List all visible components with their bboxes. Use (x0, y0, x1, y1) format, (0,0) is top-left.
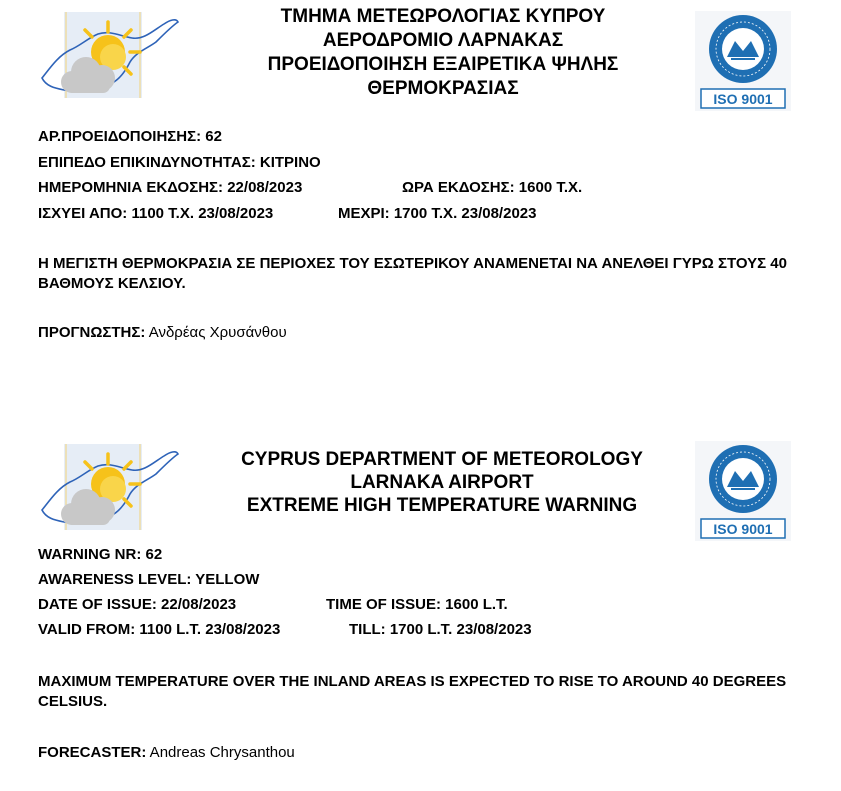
header-line-3: EXTREME HIGH TEMPERATURE WARNING (246, 495, 638, 516)
valid-from: VALID FROM: 1100 L.T. 23/08/2023 (38, 621, 281, 638)
header-line-4: ΘΕΡΜΟΚΡΑΣΙΑΣ (367, 78, 519, 99)
cyprus-sun-cloud-icon (36, 440, 181, 535)
iso-cert-label: ISO 9001 (713, 91, 773, 107)
validity-row (38, 204, 537, 230)
weather-logo (36, 8, 181, 108)
issue-row (38, 595, 508, 620)
iso-seal-icon (695, 11, 791, 111)
forecaster-name: Ανδρέας Χρυσάνθου (145, 324, 287, 341)
page-header (213, 5, 673, 101)
iso-seal-icon (695, 441, 791, 541)
header-line-2: ΑΕΡΟΔΡΟΜΙΟ ΛΑΡΝΑΚΑΣ (322, 30, 564, 51)
date-of-issue: ΗΜΕΡΟΜΗΝΙΑ ΕΚΔΟΣΗΣ: 22/08/2023 (38, 179, 303, 196)
awareness-level: AWARENESS LEVEL: YELLOW (38, 571, 260, 588)
forecaster-label: ΠΡΟΓΝΩΣΤΗΣ: (38, 324, 146, 341)
valid-from: ΙΣΧΥΕΙ ΑΠΟ: 1100 Τ.Χ. 23/08/2023 (38, 204, 274, 222)
weather-logo (36, 440, 181, 540)
header-line-1: ΤΜΗΜΑ ΜΕΤΕΩΡΟΛΟΓΙΑΣ ΚΥΠΡΟΥ (280, 6, 606, 27)
header-line-3: ΠΡΟΕΙΔΟΠΟΙΗΣΗ ΕΞΑΙΡΕΤΙΚΑ ΨΗΛΗΣ (267, 54, 619, 75)
warning-fields (38, 545, 532, 645)
forecaster-name: Andreas Chrysanthou (146, 744, 295, 761)
warning-fields (38, 127, 583, 229)
iso-cert-label: ISO 9001 (713, 521, 773, 537)
warning-number: WARNING NR: 62 (38, 546, 163, 563)
time-of-issue: ΩΡΑ ΕΚΔΟΣΗΣ: 1600 Τ.Χ. (402, 179, 583, 196)
time-of-issue: TIME OF ISSUE: 1600 L.T. (326, 596, 508, 613)
valid-till: ΜΕΧΡΙ: 1700 Τ.Χ. 23/08/2023 (338, 204, 537, 222)
valid-till: TILL: 1700 L.T. 23/08/2023 (349, 621, 532, 638)
english-warning-section (0, 436, 841, 791)
iso-logo (695, 11, 791, 116)
iso-logo (695, 441, 791, 546)
validity-row (38, 620, 532, 645)
forecaster (38, 323, 287, 343)
header-line-2: LARNAKA AIRPORT (350, 472, 534, 493)
warning-message: Η ΜΕΓΙΣΤΗ ΘΕΡΜΟΚΡΑΣΙΑ ΣΕ ΠΕΡΙΟΧΕΣ ΤΟΥ ΕΣΩΤΕΡΙΚΟΥ ΑΝΑΜΕΝΕΤΑΙ ΝΑ ΑΝΕΛΘΕΙ ΓΥΡΩ ΣΤΟΥΣ 40 ΒΑΘΜΟΥΣ ΚΕΛΣΙΟΥ. (38, 255, 787, 292)
date-of-issue: DATE OF ISSUE: 22/08/2023 (38, 596, 237, 613)
warning-message: MAXIMUM TEMPERATURE OVER THE INLAND AREAS IS EXPECTED TO RISE TO AROUND 40 DEGREES CELSIUS. (38, 673, 787, 710)
cyprus-sun-cloud-icon (36, 8, 181, 103)
header-line-1: CYPRUS DEPARTMENT OF METEOROLOGY (241, 449, 643, 470)
issue-row (38, 178, 583, 204)
forecaster-label: FORECASTER: (38, 744, 147, 761)
warning-number: ΑΡ.ΠΡΟΕΙΔΟΠΟΙΗΣΗΣ: 62 (38, 128, 222, 145)
page-header (192, 448, 692, 517)
forecaster (38, 743, 295, 763)
awareness-level: ΕΠΙΠΕΔΟ ΕΠΙΚΙΝΔΥΝΟΤΗΤΑΣ: ΚΙΤΡΙΝΟ (38, 153, 321, 171)
